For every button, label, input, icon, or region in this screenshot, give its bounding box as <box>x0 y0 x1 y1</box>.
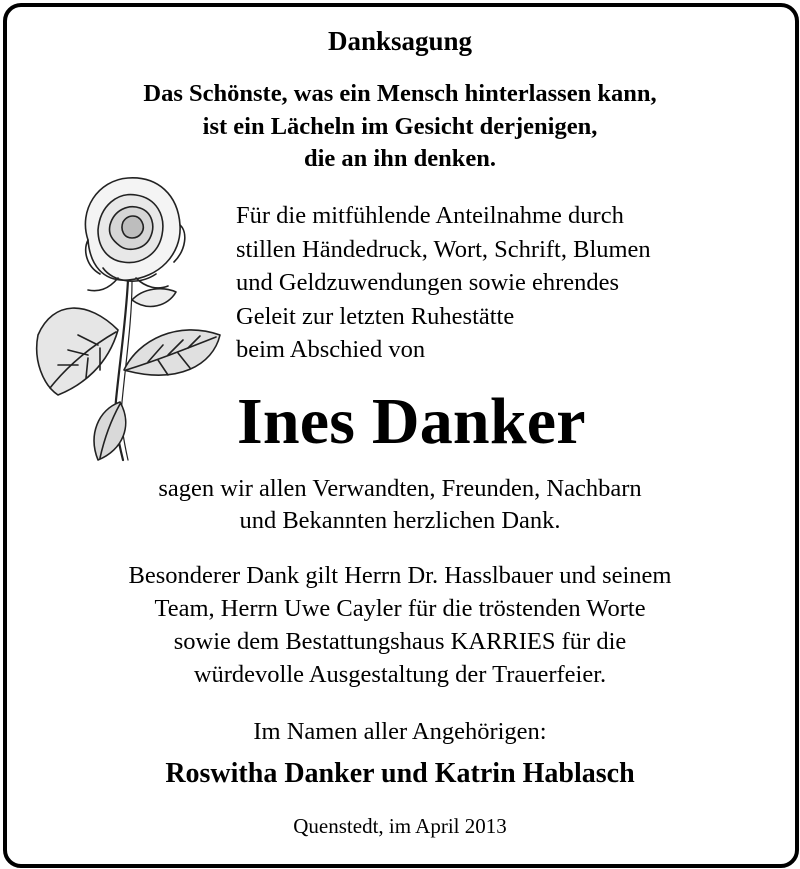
thanks-line: stillen Händedruck, Wort, Schrift, Blumen <box>236 235 651 263</box>
signers: Roswitha Danker und Katrin Hablasch <box>165 758 635 789</box>
thanks-line: Für die mitfühlende Anteilnahme durch <box>236 202 624 229</box>
thanks-line: und Geldzuwendungen sowie ehrendes <box>236 269 620 297</box>
special-thanks-line: Team, Herrn Uwe Cayler für die tröstenden Worte <box>154 595 646 622</box>
thanks-line: Geleit zur letzten Ruhestätte <box>236 302 515 330</box>
gratitude-line: und Bekannten herzlichen Dank. <box>239 507 561 534</box>
special-thanks-line: würdevolle Ausgestaltung der Trauerfeier. <box>193 661 607 688</box>
deceased-name: Ines Danker <box>237 385 586 458</box>
quote-line: Das Schönste, was ein Mensch hinterlassen kann, <box>143 80 657 107</box>
thanks-paragraph <box>236 199 776 367</box>
quote-line: die an ihn denken. <box>304 145 496 172</box>
special-thanks-line: sowie dem Bestattungshaus KARRIES für die <box>173 628 627 655</box>
rose-icon <box>28 170 228 465</box>
gratitude-line: sagen wir allen Verwandten, Freunden, Nachbarn <box>158 475 642 502</box>
notice-heading: Danksagung <box>327 26 473 56</box>
thanks-line: beim Abschied von <box>236 336 426 364</box>
special-thanks-line: Besonderer Dank gilt Herrn Dr. Hasslbauer und seinem <box>128 562 672 589</box>
family-intro: Im Namen aller Angehörigen: <box>253 718 547 745</box>
place-date: Quenstedt, im April 2013 <box>293 814 507 838</box>
quote-line: ist ein Lächeln im Gesicht derjenigen, <box>202 113 598 140</box>
